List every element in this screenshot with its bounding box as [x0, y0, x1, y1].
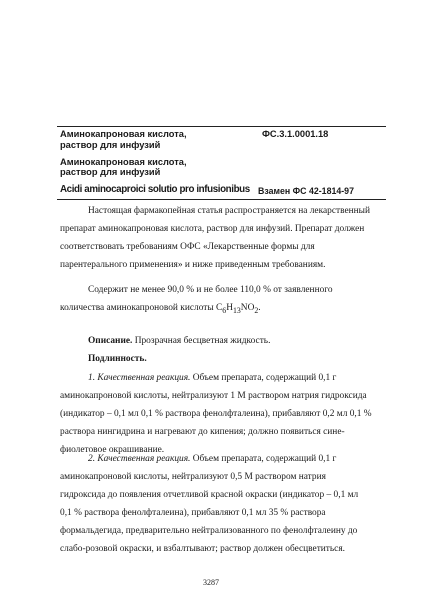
page-number: 3287	[203, 578, 219, 587]
reaction-1-label: 1. Качественная реакция.	[88, 373, 191, 383]
monograph-code: ФС.3.1.0001.18	[262, 129, 329, 139]
formula-part: H	[226, 303, 233, 313]
reaction-1-text: Объем препарата, содержащий 0,1 г	[192, 373, 337, 383]
formula-part: NO	[240, 303, 255, 313]
formula-subscript: 2	[254, 305, 259, 315]
text-line: Содержит не менее 90,0 % и не более 110,0 % от заявленного	[88, 285, 333, 295]
text-line: аминокапроновой кислоты, нейтрализуют 0,5 М раствором натрия	[60, 472, 326, 482]
content-formula-line	[60, 303, 261, 315]
latin-title: Acidi aminocaproici solutio pro infusionibus	[60, 184, 250, 195]
reaction-1-first-line	[88, 373, 386, 383]
description-line	[88, 336, 270, 346]
description-title: Описание.	[88, 336, 133, 346]
header-top-rule	[57, 126, 386, 127]
replaces-note: Взамен ФС 42-1814-97	[258, 186, 354, 196]
text-line: (индикатор – 0,1 мл 0,1 % раствора фенолфталеина), прибавляют 0,2 мл 0,1 %	[60, 409, 372, 419]
monograph-title-line: раствор для инфузий	[60, 139, 161, 150]
text-line: слабо-розовой окраски, и взбалтывают; раствор должен обесцветиться.	[60, 544, 345, 554]
text-line: Настоящая фармакопейная статья распространяется на лекарственный	[88, 206, 370, 216]
monograph-title-line: Аминокапроновая кислота,	[60, 156, 187, 167]
text-line: аминокапроновой кислоты, нейтрализуют 1 М раствором натрия гидроксида	[60, 391, 367, 401]
text-line: формальдегида, предварительно нейтрализованного по фенолфталеину до	[60, 526, 358, 536]
text-line: фиолетовое окрашивание.	[60, 445, 165, 455]
text-line: соответствовать требованиям ОФС «Лекарственные формы для	[60, 242, 315, 252]
text-line: препарат аминокапроновая кислота, раствор для инфузий. Препарат должен	[60, 224, 365, 234]
formula-subscript: 6	[222, 305, 227, 315]
text-line: гидроксида до появления отчетливой красной окраски (индикатор – 0,1 мл	[60, 490, 359, 500]
monograph-title-block	[60, 129, 230, 178]
monograph-title-line: раствор для инфузий	[60, 167, 161, 178]
monograph-title-primary	[60, 129, 230, 151]
text-line: раствора нингидрина и нагревают до кипения; должно появиться сине-	[60, 427, 345, 437]
reaction-2-first-line	[88, 454, 386, 464]
monograph-title-line: Аминокапроновая кислота,	[60, 129, 187, 139]
formula-subscript: 13	[232, 305, 241, 315]
description-text: Прозрачная бесцветная жидкость.	[134, 336, 271, 346]
reaction-2-label: 2. Качественная реакция.	[88, 454, 191, 464]
text-line: парентерального применения» и ниже приведенным требованиям.	[60, 260, 326, 270]
identity-title-text: Подлинность.	[88, 354, 147, 364]
identity-title	[88, 354, 147, 364]
monograph-title-secondary	[60, 157, 230, 179]
reaction-2-text: Объем препарата, содержащий 0,1 г	[192, 454, 337, 464]
text-line: 0,1 % раствора фенолфталеина), прибавляют 0,1 мл 35 % раствора	[60, 508, 326, 518]
formula-prefix: количества аминокапроновой кислоты C	[60, 303, 223, 313]
formula-suffix: .	[258, 303, 261, 313]
header-bottom-rule	[57, 199, 386, 200]
